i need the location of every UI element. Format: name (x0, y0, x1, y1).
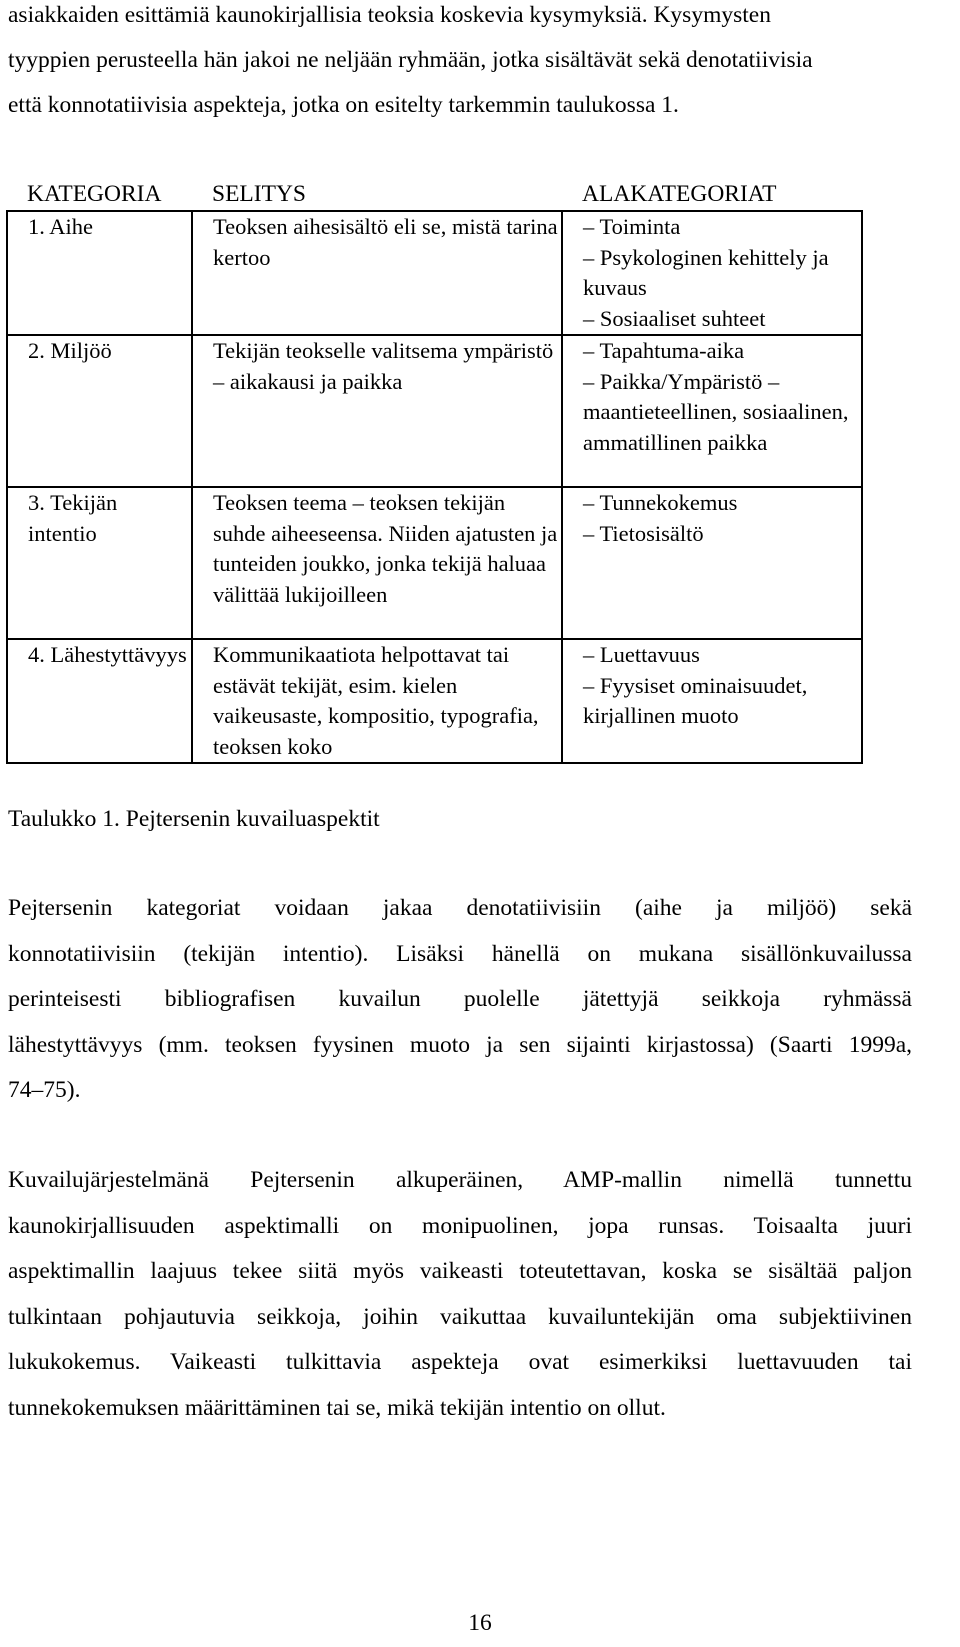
description-cell: Teoksen aihesisältö eli se, mistä tarina kertoo (192, 211, 562, 335)
text-line: tyyppien perusteella hän jakoi ne neljään ryhmään, jotka sisältävät sekä denotatiivisia (8, 47, 813, 73)
subcategories-cell (562, 211, 862, 335)
header-subcategories: ALAKATEGORIAT (582, 181, 777, 207)
subcategories-cell (562, 335, 862, 487)
text-line: tunnekokemuksen määrittäminen tai se, mikä tekijän intentio on ollut. (8, 1394, 666, 1421)
subcategories-cell (562, 487, 862, 639)
table-row (7, 211, 862, 335)
text-line: aspektimallin laajuus tekee siitä myös vaikeasti toteutettavan, koska se sisältää paljon (8, 1258, 912, 1284)
aspect-table (6, 178, 863, 764)
subcategory-item: – Tietosisältö (583, 520, 704, 546)
subcategory-item: – Luettavuus (583, 642, 700, 667)
table-row (7, 487, 862, 639)
table-caption: Taulukko 1. Pejtersenin kuvailuaspektit (8, 806, 380, 832)
text-line: lähestyttävyys (mm. teoksen fyysinen muoto ja sen sijainti kirjastossa) (Saarti 1999a, (8, 1031, 912, 1058)
subcategory-item: – Toiminta (583, 214, 681, 239)
text-line: konnotatiivisiin (tekijän intentio). Lisäksi hänellä on mukana sisällönkuvailussa (8, 940, 912, 967)
category-cell: 4. Lähestyttävyys (7, 639, 192, 763)
text-line: 74–75). (8, 1077, 81, 1103)
subcategory-item: – Sosiaaliset suhteet (583, 305, 766, 331)
text-line: että konnotatiivisia aspekteja, jotka on esitelty tarkemmin taulukossa 1. (8, 92, 679, 118)
table-row (7, 639, 862, 763)
text-line: asiakkaiden esittämiä kaunokirjallisia teoksia koskevia kysymyksiä. Kysymysten (8, 2, 771, 28)
subcategory-item: – Paikka/Ympäristö – maantieteellinen, sosiaalinen, ammatillinen paikka (583, 368, 849, 455)
text-line: perinteisesti bibliografisen kuvailun puolelle jätettyjä seikkoja ryhmässä (8, 986, 912, 1012)
body-paragraph (8, 1158, 912, 1431)
description-cell: Kommunikaatiota helpottavat tai estävät tekijät, esim. kielen vaikeusaste, kompositio, typografia, teoksen koko (192, 639, 562, 763)
subcategories-cell (562, 639, 862, 763)
body-paragraph (8, 886, 912, 1114)
category-cell: 2. Miljöö (7, 335, 192, 487)
description-cell: Tekijän teokselle valitsema ympäristö – aikakausi ja paikka (192, 335, 562, 487)
subcategory-item: – Tapahtuma-aika (583, 338, 745, 363)
text-line: lukukokemus. Vaikeasti tulkittavia aspekteja ovat esimerkiksi luettavuuden tai (8, 1349, 912, 1375)
subcategory-item: – Psykologinen kehittely ja kuvaus (583, 244, 829, 300)
category-cell: 3. Tekijän intentio (7, 487, 192, 639)
header-description: SELITYS (212, 181, 306, 207)
subcategory-item: – Fyysiset ominaisuudet, kirjallinen muoto (583, 672, 808, 728)
subcategory-item: – Tunnekokemus (583, 490, 738, 515)
header-category: KATEGORIA (27, 181, 162, 207)
description-cell: Teoksen teema – teoksen tekijän suhde aiheeseensa. Niiden ajatusten ja tunteiden joukko, jonka tekijä haluaa välittää lukijoilleen (192, 487, 562, 639)
category-cell: 1. Aihe (7, 211, 192, 335)
text-line: kaunokirjallisuuden aspektimalli on monipuolinen, jopa runsas. Toisaalta juuri (8, 1212, 912, 1239)
text-line: tulkintaan pohjautuvia seikkoja, joihin vaikuttaa kuvailuntekijän oma subjektiivinen (8, 1303, 912, 1330)
page-number: 16 (468, 1610, 492, 1636)
text-line: Pejtersenin kategoriat voidaan jakaa denotatiivisiin (aihe ja miljöö) sekä (8, 895, 912, 921)
text-line: Kuvailujärjestelmänä Pejtersenin alkuperäinen, AMP-mallin nimellä tunnettu (8, 1167, 912, 1193)
table-row (7, 335, 862, 487)
intro-paragraph (8, 0, 918, 128)
table-header-row (7, 178, 862, 211)
